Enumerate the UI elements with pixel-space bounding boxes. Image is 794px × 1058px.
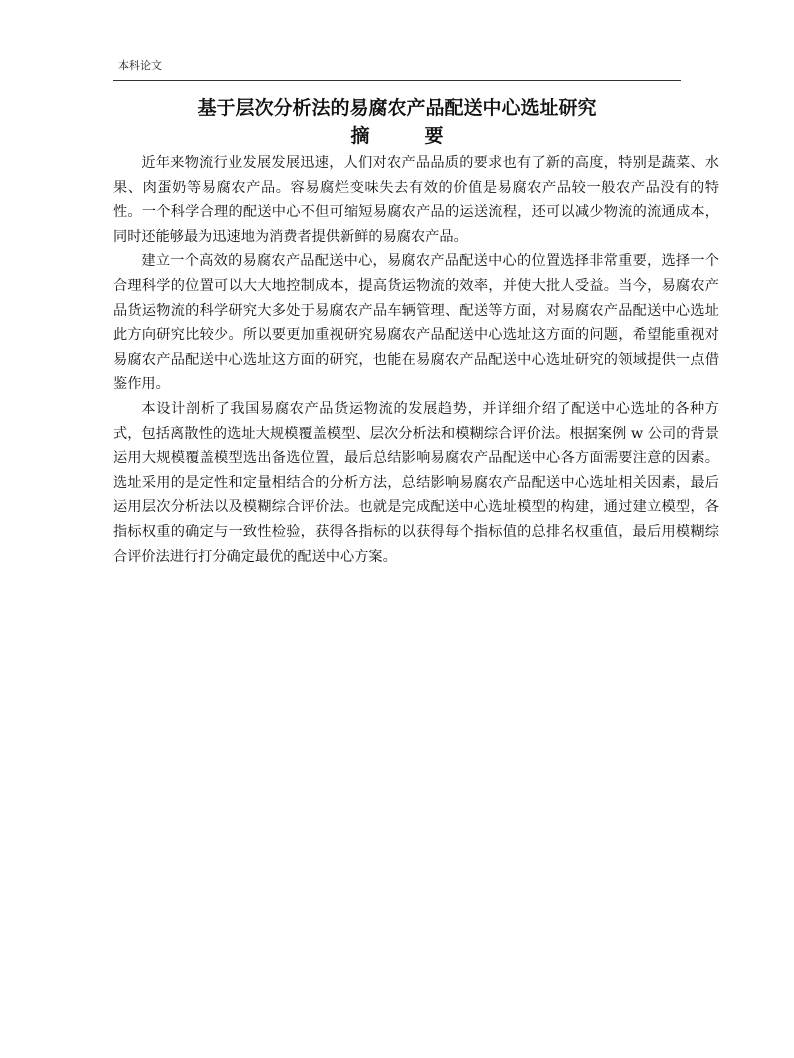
abstract-body: [113, 151, 719, 569]
header-divider: [113, 80, 681, 81]
abstract-paragraph-1: 近年来物流行业发展发展迅速，人们对农产品品质的要求也有了新的高度，特别是蔬菜、水果、肉蛋奶等易腐农产品。容易腐烂变味失去有效的价值是易腐农产品较一般农产品没有的特性。一个科学合理的配送中心不但可缩短易腐农产品的运送流程，还可以减少物流的流通成本，同时还能够最为迅速地为消费者提供新鲜的易腐农产品。: [113, 155, 719, 245]
running-header: 本科论文: [118, 59, 162, 72]
document-title: 基于层次分析法的易腐农产品配送中心选址研究: [197, 97, 597, 119]
abstract-paragraph-3: 本设计剖析了我国易腐农产品货运物流的发展趋势，并详细介绍了配送中心选址的各种方式，包括离散性的选址大规模覆盖模型、层次分析法和模糊综合评价法。根据案例 w 公司的背景运用大规模覆盖模型选出备选位置，最后总结影响易腐农产品配送中心各方面需要注意的因素。选址采用的是定性和定量相结合的分析方法，总结影响易腐农产品配送中心选址相关因素，最后运用层次分析法以及模糊综合评价法。也就是完成配送中心选址模型的构建，通过建立模型，各指标权重的确定与一致性检验，获得各指标的以获得每个指标值的总排名权重值，最后用模糊综合评价法进行打分确定最优的配送中心方案。: [113, 400, 719, 565]
abstract-heading: 摘 要: [350, 125, 462, 147]
abstract-paragraph-2: 建立一个高效的易腐农产品配送中心，易腐农产品配送中心的位置选择非常重要，选择一个合理科学的位置可以大大地控制成本，提高货运物流的效率，并使大批人受益。当今，易腐农产品货运物流的科学研究大多处于易腐农产品车辆管理、配送等方面，对易腐农产品配送中心选址此方向研究比较少。所以要更加重视研究易腐农产品配送中心选址这方面的问题，希望能重视对易腐农产品配送中心选址这方面的研究，也能在易腐农产品配送中心选址研究的领域提供一点借鉴作用。: [113, 253, 719, 393]
